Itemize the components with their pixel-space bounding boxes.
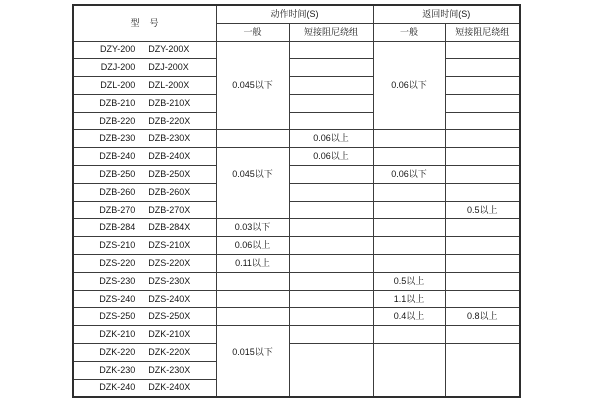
table-row: [73, 41, 520, 59]
table-row: [73, 130, 520, 148]
table-row: [73, 59, 520, 77]
table-row: [73, 112, 520, 130]
ret-general-cell: [373, 326, 445, 344]
model-name-x: DZS-240X: [148, 293, 191, 304]
ret-general-cell: [373, 219, 445, 237]
model-cell: [73, 77, 216, 95]
model-cell: [73, 290, 216, 308]
ret-damped-cell: [445, 183, 520, 201]
model-name-x: DZB-240X: [148, 151, 191, 162]
header-action-damped: 短接阻尼绕组: [289, 23, 373, 41]
act-damped-cell: [289, 290, 373, 308]
model-name: DZB-284: [99, 222, 136, 233]
act-general-cell: 0.06以上: [216, 237, 289, 255]
act-general-cell: [216, 290, 289, 308]
table-row: [73, 201, 520, 219]
act-general-cell: [216, 272, 289, 290]
model-cell: [73, 255, 216, 273]
table-row: [73, 219, 520, 237]
model-name-x: DZS-250X: [148, 311, 191, 322]
model-name-x: DZB-230X: [148, 133, 191, 144]
ret-damped-cell: [445, 344, 520, 397]
ret-damped-cell: [445, 255, 520, 273]
table-row: [73, 326, 520, 344]
table-row: [73, 237, 520, 255]
ret-damped-cell: [445, 59, 520, 77]
act-general-cell: 0.03以下: [216, 219, 289, 237]
model-name: DZS-230: [99, 275, 136, 286]
model-cell: [73, 166, 216, 184]
act-general-cell: 0.045以下: [216, 148, 289, 219]
act-damped-cell: [289, 272, 373, 290]
model-name: DZB-250: [99, 168, 136, 179]
act-damped-cell: [289, 219, 373, 237]
model-cell: [73, 183, 216, 201]
ret-damped-cell: [445, 290, 520, 308]
ret-general-cell: 0.06以下: [373, 41, 445, 130]
model-name: DZS-220: [99, 257, 136, 268]
model-name: DZB-220: [99, 115, 136, 126]
act-damped-cell: [289, 59, 373, 77]
model-cell: [73, 326, 216, 344]
model-cell: [73, 59, 216, 77]
model-name-x: DZB-250X: [148, 168, 191, 179]
model-name: DZS-240: [99, 293, 136, 304]
model-name: DZL-200: [100, 79, 136, 90]
table-row: [73, 148, 520, 166]
ret-damped-cell: [445, 326, 520, 344]
table-row: [73, 77, 520, 95]
model-name-x: DZS-210X: [148, 240, 191, 251]
act-damped-cell: 0.06以上: [289, 130, 373, 148]
ret-damped-cell: [445, 130, 520, 148]
header-group-row: [73, 5, 520, 23]
spec-table: [72, 4, 521, 398]
act-general-cell: 0.045以下: [216, 41, 289, 130]
model-cell: [73, 237, 216, 255]
table-row: [73, 290, 520, 308]
act-general-cell: 0.11以上: [216, 255, 289, 273]
ret-damped-cell: [445, 219, 520, 237]
ret-damped-cell: [445, 166, 520, 184]
model-cell: [73, 112, 216, 130]
ret-general-cell: [373, 148, 445, 166]
model-name: DZS-210: [99, 240, 136, 251]
model-cell: [73, 201, 216, 219]
act-damped-cell: [289, 344, 373, 397]
ret-general-cell: [373, 201, 445, 219]
ret-general-cell: [373, 237, 445, 255]
model-name-x: DZK-220X: [148, 346, 191, 357]
act-damped-cell: [289, 183, 373, 201]
model-name-x: DZJ-200X: [148, 62, 189, 73]
ret-damped-cell: [445, 148, 520, 166]
model-name-x: DZB-220X: [148, 115, 191, 126]
act-damped-cell: [289, 201, 373, 219]
model-name-x: DZB-260X: [148, 186, 191, 197]
ret-damped-cell: [445, 94, 520, 112]
ret-damped-cell: [445, 272, 520, 290]
ret-damped-cell: [445, 112, 520, 130]
ret-damped-cell: [445, 77, 520, 95]
act-damped-cell: [289, 237, 373, 255]
ret-general-cell: [373, 344, 445, 397]
ret-damped-cell: [445, 237, 520, 255]
model-name-x: DZB-284X: [148, 222, 191, 233]
act-damped-cell: [289, 94, 373, 112]
act-damped-cell: [289, 112, 373, 130]
act-damped-cell: [289, 77, 373, 95]
ret-general-cell: [373, 255, 445, 273]
ret-general-cell: 0.5以上: [373, 272, 445, 290]
model-cell: [73, 94, 216, 112]
table-row: [73, 94, 520, 112]
act-damped-cell: 0.06以上: [289, 148, 373, 166]
model-name: DZK-220: [99, 346, 136, 357]
model-name: DZS-250: [99, 311, 136, 322]
table-row: [73, 166, 520, 184]
model-name-x: DZB-270X: [148, 204, 191, 215]
model-name-x: DZY-200X: [148, 44, 190, 55]
header-action-general: 一般: [216, 23, 289, 41]
act-general-cell: [216, 308, 289, 326]
model-cell: [73, 379, 216, 397]
act-general-cell: [216, 130, 289, 148]
ret-general-cell: [373, 130, 445, 148]
act-damped-cell: [289, 308, 373, 326]
model-cell: [73, 130, 216, 148]
table-row: [73, 308, 520, 326]
model-cell: [73, 361, 216, 379]
header-model: 型 号: [73, 5, 216, 41]
header-return-time: 返回时间(S): [373, 5, 520, 23]
model-name: DZY-200: [100, 44, 136, 55]
model-name: DZB-260: [99, 186, 136, 197]
act-damped-cell: [289, 166, 373, 184]
model-name-x: DZL-200X: [148, 79, 190, 90]
header-action-time: 动作时间(S): [216, 5, 373, 23]
header-return-general: 一般: [373, 23, 445, 41]
model-name-x: DZB-210X: [148, 97, 191, 108]
table-row: [73, 272, 520, 290]
act-damped-cell: [289, 326, 373, 344]
model-name: DZB-240: [99, 151, 136, 162]
model-name-x: DZS-230X: [148, 275, 191, 286]
header-return-damped: 短接阻尼绕组: [445, 23, 520, 41]
table-body: [73, 41, 520, 397]
model-name: DZK-210: [99, 329, 136, 340]
table-header: [73, 5, 520, 41]
model-name-x: DZK-230X: [148, 364, 191, 375]
ret-general-cell: 1.1以上: [373, 290, 445, 308]
ret-damped-cell: [445, 41, 520, 59]
model-cell: [73, 219, 216, 237]
ret-general-cell: [373, 183, 445, 201]
model-cell: [73, 344, 216, 362]
model-cell: [73, 41, 216, 59]
ret-general-cell: 0.06以下: [373, 166, 445, 184]
model-name-x: DZS-220X: [148, 257, 191, 268]
act-damped-cell: [289, 255, 373, 273]
model-name: DZJ-200: [100, 62, 136, 73]
ret-damped-cell: 0.5以上: [445, 201, 520, 219]
model-name-x: DZK-240X: [148, 382, 191, 393]
model-cell: [73, 308, 216, 326]
ret-damped-cell: 0.8以上: [445, 308, 520, 326]
model-cell: [73, 148, 216, 166]
act-general-cell: 0.015以下: [216, 326, 289, 397]
table-row: [73, 183, 520, 201]
model-name: DZK-230: [99, 364, 136, 375]
model-name-x: DZK-210X: [148, 329, 191, 340]
model-name: DZK-240: [99, 382, 136, 393]
table-row: [73, 255, 520, 273]
model-cell: [73, 272, 216, 290]
model-name: DZB-210: [99, 97, 136, 108]
act-damped-cell: [289, 41, 373, 59]
model-name: DZB-230: [99, 133, 136, 144]
model-name: DZB-270: [99, 204, 136, 215]
ret-general-cell: 0.4以上: [373, 308, 445, 326]
table-row: [73, 344, 520, 362]
